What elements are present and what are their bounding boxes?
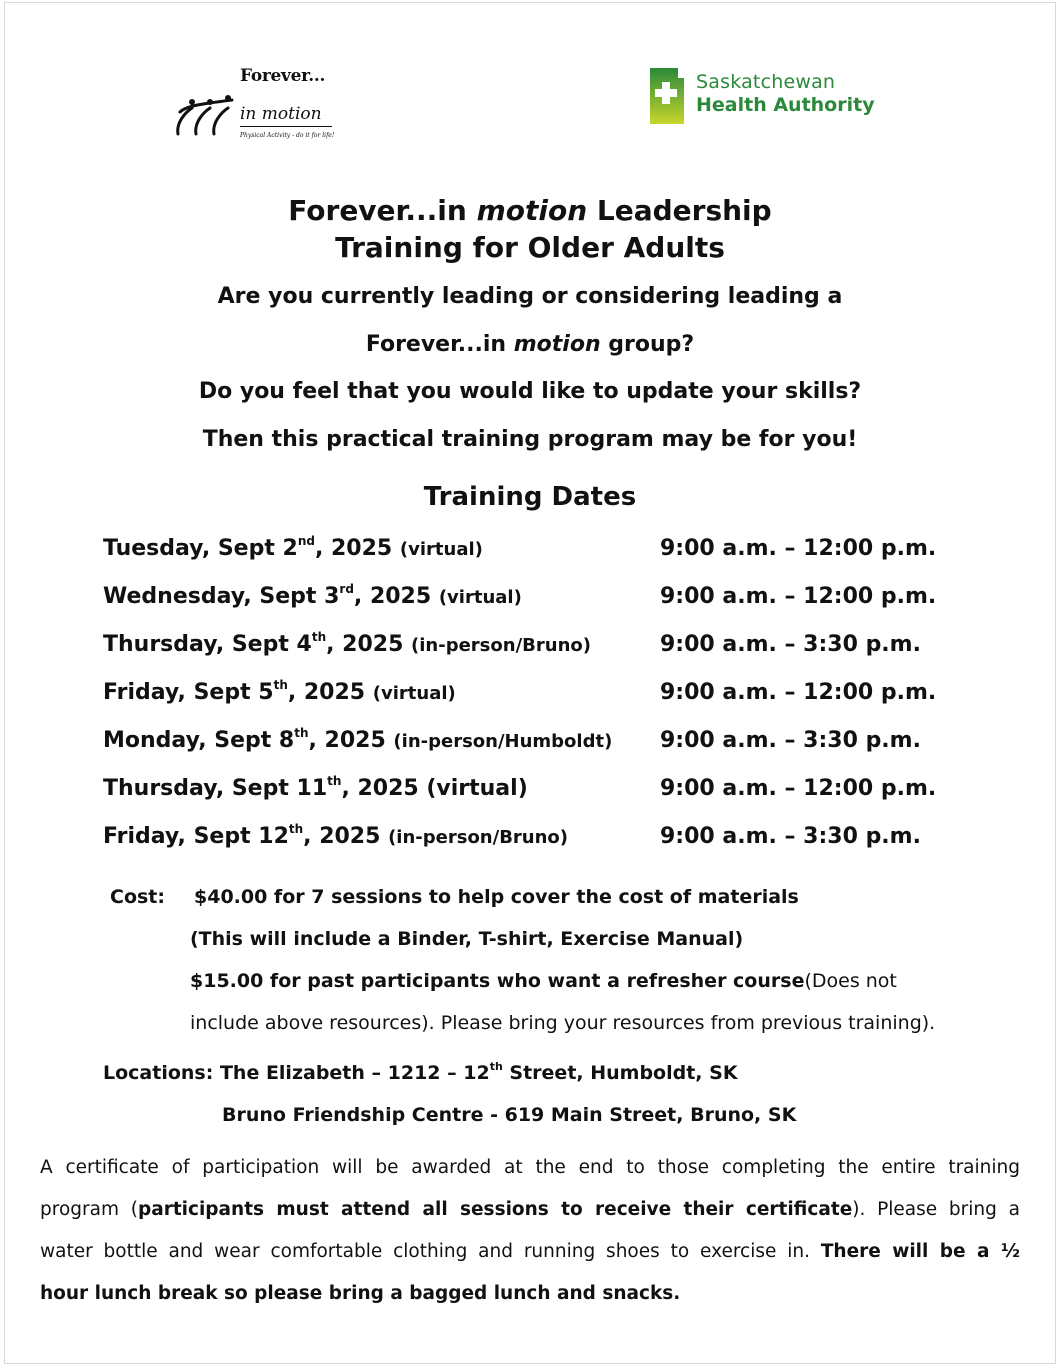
certificate-line-2: program (participants must attend all sessions to receive their certificate). Please bring a <box>40 1199 1020 1220</box>
schedule-time: 9:00 a.m. – 12:00 p.m. <box>660 536 937 561</box>
logo-forever-text: Forever... <box>240 66 326 86</box>
schedule-row <box>103 776 963 812</box>
schedule-time: 9:00 a.m. – 12:00 p.m. <box>660 776 937 801</box>
schedule-date: Monday, Sept 8th, 2025 (in-person/Humboldt) <box>103 726 613 753</box>
cost-line-4: include above resources). Please bring your resources from previous training). <box>190 1012 936 1034</box>
cost-line-2: (This will include a Binder, T-shirt, Exercise Manual) <box>190 928 744 950</box>
schedule-date: Thursday, Sept 4th, 2025 (in-person/Bruno) <box>103 630 591 657</box>
sha-logo <box>646 66 886 128</box>
intro-question-1-cont: Forever...in motion group? <box>365 332 695 357</box>
schedule-row <box>103 728 963 764</box>
intro-statement: Then this practical training program may be for you! <box>202 427 858 452</box>
health-cross-icon <box>646 66 686 126</box>
logo-in-motion-text: in motion <box>240 104 322 124</box>
cost-line-1: $40.00 for 7 sessions to help cover the cost of materials <box>194 886 799 908</box>
schedule-row <box>103 632 963 668</box>
schedule-row <box>103 680 963 716</box>
training-dates-heading: Training Dates <box>423 482 637 512</box>
sha-name-line2: Health Authority <box>696 94 875 116</box>
schedule-date: Wednesday, Sept 3rd, 2025 (virtual) <box>103 582 522 609</box>
certificate-line-1: A certificate of participation will be awarded at the end to those completing the entire training <box>40 1157 1020 1178</box>
schedule-date: Tuesday, Sept 2nd, 2025 (virtual) <box>103 534 483 561</box>
page-title-line1: Forever...in motion Leadership <box>288 194 772 227</box>
dancing-figures-icon <box>172 94 238 138</box>
schedule-date: Friday, Sept 5th, 2025 (virtual) <box>103 678 456 705</box>
locations-line-1: Locations: The Elizabeth – 1212 – 12th Street, Humboldt, SK <box>103 1060 738 1084</box>
certificate-line-3: water bottle and wear comfortable clothing and running shoes to exercise in. There will be a ½ <box>40 1241 1020 1262</box>
schedule-row <box>103 536 963 572</box>
schedule-time: 9:00 a.m. – 12:00 p.m. <box>660 584 937 609</box>
schedule-time: 9:00 a.m. – 3:30 p.m. <box>660 728 921 753</box>
logo-tagline: Physical Activity - do it for life! <box>240 132 335 139</box>
locations-line-2: Bruno Friendship Centre - 619 Main Street, Bruno, SK <box>222 1104 797 1126</box>
cost-line-3: $15.00 for past participants who want a refresher course(Does not <box>190 970 897 992</box>
schedule-time: 9:00 a.m. – 3:30 p.m. <box>660 824 921 849</box>
certificate-line-4: hour lunch break so please bring a bagged lunch and snacks. <box>40 1283 681 1304</box>
schedule-row <box>103 584 963 620</box>
forever-in-motion-logo <box>172 66 352 150</box>
intro-question-2: Do you feel that you would like to update your skills? <box>198 379 862 404</box>
cost-label: Cost: <box>110 886 165 908</box>
schedule-time: 9:00 a.m. – 12:00 p.m. <box>660 680 937 705</box>
sha-name-line1: Saskatchewan <box>696 71 836 93</box>
schedule-date: Friday, Sept 12th, 2025 (in-person/Bruno) <box>103 822 569 849</box>
schedule-time: 9:00 a.m. – 3:30 p.m. <box>660 632 921 657</box>
page-title-line2: Training for Older Adults <box>335 231 725 264</box>
intro-question-1: Are you currently leading or considering leading a <box>217 284 843 309</box>
schedule-date: Thursday, Sept 11th, 2025 (virtual) <box>103 774 528 801</box>
logo-underline <box>240 126 332 127</box>
schedule-row <box>103 824 963 860</box>
